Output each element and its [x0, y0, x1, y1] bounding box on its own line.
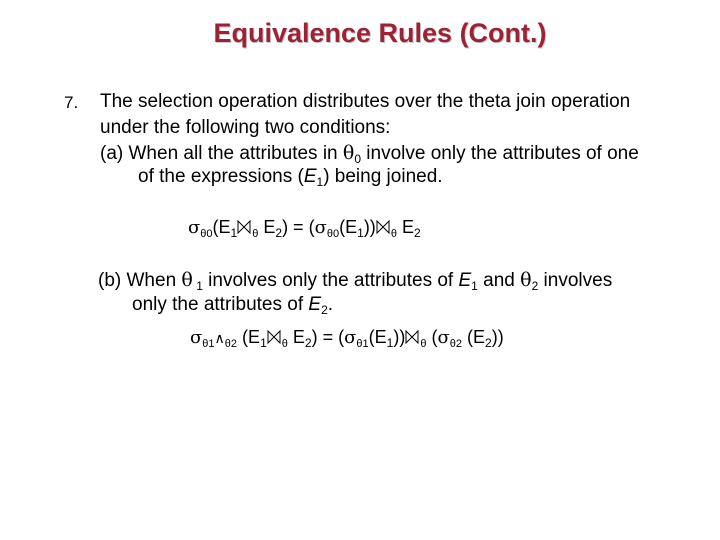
- formula-text: (E: [212, 217, 231, 237]
- rule-number: 7.: [64, 93, 79, 112]
- formula-text: )): [491, 327, 504, 347]
- formula-subscript: 1: [230, 226, 238, 240]
- cond-b-and: and: [477, 270, 521, 291]
- formula-subscript: 1: [357, 226, 364, 240]
- expression-e: E: [303, 166, 317, 187]
- logical-and-symbol: ∧: [214, 331, 225, 347]
- formula-subscript: θ: [252, 228, 259, 240]
- expression-e-subscript: 1: [471, 279, 478, 293]
- formula-subscript: 1: [386, 336, 394, 350]
- cond-b-middle: involves only the attributes of: [202, 270, 459, 291]
- formula-subscript: θ2: [224, 338, 238, 350]
- formula-text: (E: [339, 217, 358, 237]
- sigma-symbol: σ: [190, 327, 203, 348]
- expression-e: E: [458, 270, 472, 291]
- theta-symbol: θ: [520, 269, 532, 291]
- formula-text: (: [426, 327, 438, 347]
- theta-join-icon: [237, 220, 251, 234]
- formula-2: [190, 326, 504, 351]
- theta-subscript: 0: [354, 152, 362, 166]
- formula-text: ) = (: [311, 327, 345, 347]
- expression-e: E: [308, 294, 322, 315]
- sigma-symbol: σ: [314, 217, 327, 238]
- expression-e-subscript: 2: [321, 303, 328, 317]
- formula-text: (E: [462, 327, 486, 347]
- formula-text: ) = (: [282, 217, 315, 237]
- formula-text: E: [258, 217, 276, 237]
- formula-text: )): [363, 217, 376, 237]
- theta-join-icon: [267, 330, 281, 344]
- condition-a-line2: [138, 166, 443, 189]
- formula-subscript: 2: [275, 226, 283, 240]
- theta-join-icon: [376, 220, 390, 234]
- formula-text: E: [287, 327, 305, 347]
- condition-b-line2: [132, 294, 333, 317]
- cond-a-prefix: (a) When all the attributes in: [100, 143, 343, 164]
- formula-subscript: θ0: [200, 228, 213, 240]
- theta-subscript: 2: [531, 279, 539, 293]
- formula-subscript: θ1: [202, 338, 215, 350]
- sigma-symbol: σ: [344, 327, 357, 348]
- condition-a-line1: [100, 142, 639, 166]
- formula-text: (E: [368, 327, 387, 347]
- theta-symbol: θ: [342, 142, 355, 164]
- formula-subscript: θ0: [326, 228, 340, 240]
- sigma-symbol: σ: [188, 217, 201, 238]
- formula-text: E: [396, 217, 414, 237]
- rule-text-line1: The selection operation distributes over the theta join operation: [100, 91, 631, 112]
- formula-subscript: 2: [413, 226, 421, 240]
- formula-subscript: 2: [304, 336, 312, 350]
- cond-a-middle: involve only the attributes of one: [361, 143, 639, 164]
- theta-join-icon: [405, 330, 419, 344]
- formula-subscript: 2: [485, 336, 492, 350]
- cond-b-line2-prefix: only the attributes of: [132, 294, 309, 315]
- rule-text-line2: under the following two conditions:: [100, 117, 391, 138]
- sigma-symbol: σ: [437, 327, 450, 348]
- formula-subscript: 1: [260, 336, 267, 350]
- formula-subscript: θ: [420, 338, 427, 350]
- cond-b-line2-suffix: .: [327, 294, 334, 315]
- formula-subscript: θ: [390, 228, 397, 240]
- formula-subscript: θ2: [449, 338, 462, 350]
- cond-b-suffix: involves: [538, 270, 613, 291]
- cond-a-line2-prefix: of the expressions (: [138, 166, 304, 187]
- formula-text: )): [393, 327, 406, 347]
- cond-b-prefix: (b) When: [98, 270, 182, 291]
- formula-subscript: θ1: [356, 338, 369, 350]
- theta-symbol: θ: [181, 269, 193, 291]
- condition-b-line1: [98, 269, 612, 293]
- cond-a-line2-suffix: ) being joined.: [323, 166, 443, 187]
- formula-subscript: θ: [281, 338, 288, 350]
- slide-title: Equivalence Rules (Cont.): [213, 18, 547, 48]
- formula-1: [188, 216, 421, 241]
- theta-subscript: 1: [192, 279, 203, 293]
- formula-text: (E: [237, 327, 261, 347]
- expression-e-subscript: 1: [316, 175, 324, 189]
